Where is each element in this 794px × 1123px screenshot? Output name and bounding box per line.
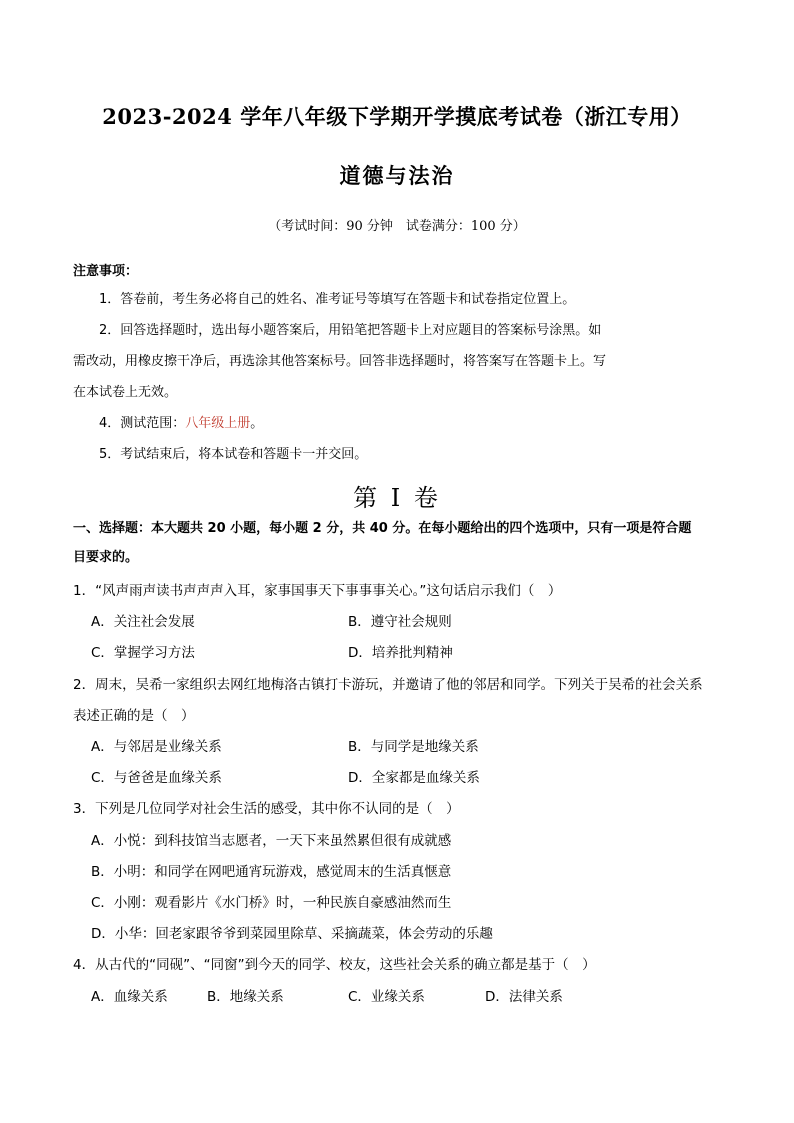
exam-info: （考试时间：90 分钟 试卷满分：100 分） xyxy=(268,219,526,234)
question-4-option-c: C．业缘关系 xyxy=(348,989,425,1005)
question-4-option-d: D．法律关系 xyxy=(485,989,563,1005)
question-2-stem-line-1: 2．周末，吴希一家组织去网红地梅洛古镇打卡游玩，并邀请了他的邻居和同学。下列关于吴希的社会关系 xyxy=(73,677,703,693)
question-2-option-d: D．全家都是血缘关系 xyxy=(348,770,480,786)
notice-item-4 xyxy=(99,415,263,433)
notice-item-4-prefix: 4．测试范围： xyxy=(99,416,186,431)
section-instruction-line-2: 目要求的。 xyxy=(73,550,139,565)
notice-item-5: 5．考试结束后，将本试卷和答题卡一并交回。 xyxy=(99,447,368,462)
exam-title: 2023-2024 学年八年级下学期开学摸底考试卷（浙江专用） xyxy=(102,104,692,129)
question-1-option-a: A．关注社会发展 xyxy=(91,614,195,630)
question-1-option-b: B．遵守社会规则 xyxy=(348,614,452,630)
question-3-option-c: C．小刚：观看影片《水门桥》时，一种民族自豪感油然而生 xyxy=(91,895,452,911)
question-3-option-a: A．小悦：到科技馆当志愿者，一天下来虽然累但很有成就感 xyxy=(91,833,452,849)
question-2-option-c: C．与爸爸是血缘关系 xyxy=(91,770,222,786)
question-3-option-b: B．小明：和同学在网吧通宵玩游戏，感觉周末的生活真惬意 xyxy=(91,864,452,880)
question-4-option-a: A．血缘关系 xyxy=(91,989,168,1005)
notice-item-2-line-1: 2．回答选择题时，选出每小题答案后，用铅笔把答题卡上对应题目的答案标号涂黑。如 xyxy=(99,323,602,338)
question-1-option-d: D．培养批判精神 xyxy=(348,645,453,661)
section-instruction-line-1: 一、选择题：本大题共 20 小题，每小题 2 分，共 40 分。在每小题给出的四个选项中，只有一项是符合题 xyxy=(73,521,692,536)
subject-title: 道德与法治 xyxy=(339,163,455,188)
question-2-option-b: B．与同学是地缘关系 xyxy=(348,739,479,755)
notice-heading: 注意事项： xyxy=(73,264,139,279)
question-3-stem: 3．下列是几位同学对社会生活的感受，其中你不认同的是（ ） xyxy=(73,801,460,817)
section-title: 第 I 卷 xyxy=(353,484,441,512)
notice-item-2-line-3: 在本试卷上无效。 xyxy=(73,385,178,400)
notice-item-4-scope: 八年级上册 xyxy=(185,416,251,431)
question-3-option-d: D．小华：回老家跟爷爷到菜园里除草、采摘蔬菜，体会劳动的乐趣 xyxy=(91,926,493,942)
question-1-option-c: C．掌握学习方法 xyxy=(91,645,195,661)
question-1-stem: 1．“风声雨声读书声声声入耳，家事国事天下事事事关心。”这句话启示我们（ ） xyxy=(73,583,562,599)
question-2-option-a: A．与邻居是业缘关系 xyxy=(91,739,222,755)
notice-item-4-suffix: 。 xyxy=(250,416,264,431)
question-2-stem-line-2: 表述正确的是（ ） xyxy=(73,708,195,724)
question-4-stem: 4．从古代的“同砚”、“同窗”到今天的同学、校友，这些社会关系的确立都是基于（ ） xyxy=(73,957,596,973)
question-4-option-b: B．地缘关系 xyxy=(207,989,284,1005)
notice-item-2-line-2: 需改动，用橡皮擦干净后，再选涂其他答案标号。回答非选择题时，将答案写在答题卡上。写 xyxy=(73,354,607,369)
notice-item-1: 1．答卷前，考生务必将自己的姓名、准考证号等填写在答题卡和试卷指定位置上。 xyxy=(99,292,576,307)
